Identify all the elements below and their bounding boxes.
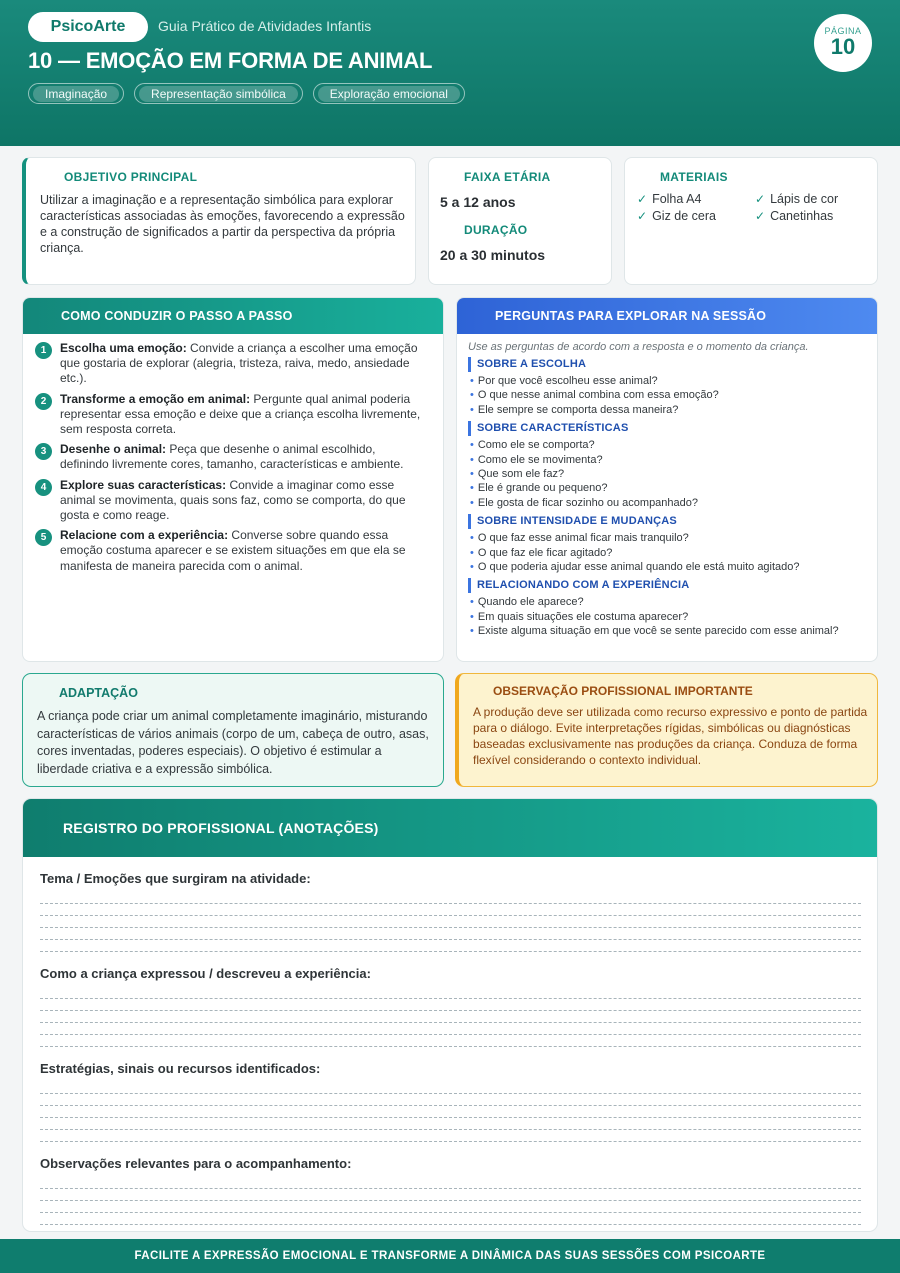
- question-item: [468, 481, 877, 495]
- question-text: O que poderia ajudar esse animal quando ele está muito agitado?: [477, 561, 800, 574]
- page-header: [0, 0, 900, 146]
- step-text: [60, 528, 427, 574]
- page-footer: FACILITE A EXPRESSÃO EMOCIONAL E TRANSFORME A DINÂMICA DAS SUAS SESSÕES COM PSICOARTE: [0, 1239, 900, 1273]
- step-text: [60, 478, 427, 524]
- question-item: [468, 624, 877, 638]
- question-text: Ele gosta de ficar sozinho ou acompanhado?: [477, 496, 699, 509]
- question-group: [457, 421, 877, 510]
- step-heading: Escolha uma emoção:: [60, 341, 187, 355]
- question-group-title: SOBRE A ESCOLHA: [468, 357, 877, 372]
- question-item: [468, 374, 877, 388]
- bullet-icon: •: [470, 468, 474, 481]
- question-group-title: SOBRE INTENSIDADE E MUDANÇAS: [468, 514, 877, 529]
- page-label: PÁGINA: [824, 26, 862, 36]
- step-heading: Relacione com a experiência:: [60, 528, 229, 543]
- step-text: [60, 442, 427, 472]
- register-field[interactable]: [23, 1061, 877, 1142]
- age-duration-card: [428, 157, 612, 285]
- writing-line: [40, 1094, 861, 1106]
- duration-label: DURAÇÃO: [464, 223, 528, 237]
- question-text: Existe alguma situação em que você se sente parecido com esse animal?: [477, 625, 839, 638]
- tag: [28, 83, 124, 104]
- bullet-icon: •: [470, 561, 474, 574]
- bullet-icon: •: [470, 546, 474, 559]
- question-text: O que faz ele ficar agitado?: [477, 546, 613, 559]
- brand-logo: PsicoArte: [28, 12, 148, 42]
- bullet-icon: •: [470, 496, 474, 509]
- material-label: Canetinhas: [770, 209, 834, 223]
- check-icon: ✓: [637, 192, 648, 206]
- question-text: Por que você escolheu esse animal?: [477, 375, 658, 387]
- register-card: [22, 798, 878, 1232]
- writing-line: [40, 1106, 861, 1118]
- question-item: [468, 388, 877, 402]
- question-group: [457, 578, 877, 638]
- age-value: 5 a 12 anos: [440, 194, 516, 210]
- objective-label: OBJETIVO PRINCIPAL: [64, 170, 198, 184]
- question-text: Como ele se comporta?: [477, 439, 595, 452]
- steps-title: COMO CONDUZIR O PASSO A PASSO: [23, 298, 443, 334]
- material-label: Giz de cera: [652, 209, 716, 223]
- register-field[interactable]: [23, 1156, 877, 1232]
- step-description: Peça que desenhe o animal escolhido, definindo livremente cores, tamanho, características e ambiente.: [60, 442, 404, 472]
- writing-line: [40, 987, 861, 999]
- writing-line: [40, 892, 861, 904]
- writing-line: [40, 916, 861, 928]
- writing-line: [40, 1201, 861, 1213]
- page-title: 10 — EMOÇÃO EM FORMA DE ANIMAL: [28, 48, 433, 73]
- question-item: [468, 403, 877, 417]
- page-number: 10: [830, 34, 856, 59]
- adaptation-text: A criança pode criar um animal completamente imaginário, misturando características de vários animais (corpo de um, cabeça de outro, asas, cores inventadas, poderes especiais). O objetivo é estimular a liberdade criativa e a expressão simbólica.: [37, 709, 429, 776]
- bullet-icon: •: [470, 532, 474, 545]
- step-text: [60, 392, 427, 438]
- adaptation-card: [22, 673, 444, 787]
- observation-card: [455, 673, 878, 787]
- tag: [134, 83, 303, 104]
- question-item: [468, 531, 877, 545]
- register-field[interactable]: [23, 871, 877, 952]
- step-description: Convide a imaginar como esse animal se movimenta, quais sons faz, como se comporta, do que gosta e como reage.: [60, 477, 406, 523]
- writing-line: [40, 999, 861, 1011]
- question-text: Como ele se movimenta?: [477, 453, 603, 466]
- step-item: [35, 392, 427, 438]
- materials-list: [637, 192, 867, 223]
- question-item: [468, 595, 877, 609]
- question-text: Quando ele aparece?: [477, 596, 584, 609]
- bullet-icon: •: [470, 439, 474, 452]
- writing-line: [40, 1225, 861, 1232]
- register-field[interactable]: [23, 966, 877, 1047]
- question-group-title: RELACIONANDO COM A EXPERIÊNCIA: [468, 578, 877, 593]
- material-item: [755, 192, 867, 206]
- register-field-label: Como a criança expressou / descreveu a experiência:: [40, 966, 371, 981]
- page-number-badge: [814, 14, 872, 72]
- question-group: [457, 514, 877, 574]
- step-number: 1: [35, 342, 52, 359]
- step-number: 4: [35, 479, 52, 496]
- questions-title: PERGUNTAS PARA EXPLORAR NA SESSÃO: [457, 298, 877, 334]
- writing-line: [40, 1011, 861, 1023]
- register-field-label: Observações relevantes para o acompanhamento:: [40, 1156, 352, 1171]
- check-icon: ✓: [755, 209, 766, 223]
- tag-label: Imaginação: [33, 86, 119, 102]
- step-item: [35, 478, 427, 524]
- question-group: [457, 357, 877, 417]
- question-text: Ele sempre se comporta dessa maneira?: [477, 403, 679, 416]
- check-icon: ✓: [755, 192, 766, 206]
- steps-list: [23, 334, 443, 574]
- writing-line: [40, 1082, 861, 1094]
- question-text: O que nesse animal combina com essa emoção?: [477, 389, 719, 402]
- question-item: [468, 438, 877, 452]
- question-text: Em quais situações ele costuma aparecer?: [477, 610, 689, 623]
- observation-title: OBSERVAÇÃO PROFISSIONAL IMPORTANTE: [493, 684, 753, 698]
- step-number: 2: [35, 393, 52, 410]
- step-heading: Transforme a emoção em animal:: [60, 391, 251, 406]
- bullet-icon: •: [470, 453, 474, 466]
- materials-card: [624, 157, 878, 285]
- register-field-label: Estratégias, sinais ou recursos identificados:: [40, 1061, 321, 1076]
- question-group-title: SOBRE CARACTERÍSTICAS: [468, 421, 877, 436]
- questions-intro: Use as perguntas de acordo com a resposta e o momento da criança.: [468, 341, 809, 353]
- question-item: [468, 467, 877, 481]
- objective-text: Utilizar a imaginação e a representação simbólica para explorar características associadas às emoções, favorecendo a expressão e a construção de significados a partir da perspectiva da própria criança.: [40, 193, 405, 255]
- observation-text: A produção deve ser utilizada como recurso expressivo e ponto de partida para o diálogo. Evite interpretações rígidas, simbólicas ou diagnósticas baseadas exclusivamente nas produções da criança. Conduza de forma flexível considerando o contexto individual.: [473, 705, 868, 767]
- adaptation-title: ADAPTAÇÃO: [59, 686, 138, 700]
- material-label: Folha A4: [652, 192, 702, 206]
- writing-line: [40, 940, 861, 952]
- writing-line: [40, 1189, 861, 1201]
- question-item: [468, 610, 877, 624]
- materials-label: MATERIAIS: [660, 170, 728, 184]
- writing-line: [40, 1177, 861, 1189]
- check-icon: ✓: [637, 209, 648, 223]
- question-item: [468, 560, 877, 574]
- material-item: [637, 209, 755, 223]
- tag-list: [28, 83, 465, 104]
- step-item: [35, 442, 427, 472]
- bullet-icon: •: [470, 403, 474, 416]
- writing-line: [40, 1118, 861, 1130]
- step-description: Convide a criança a escolher uma emoção que gostaria de explorar (alegria, tristeza, raiva, medo, ansiedade etc.).: [60, 341, 418, 386]
- writing-line: [40, 1035, 861, 1047]
- bullet-icon: •: [470, 375, 474, 387]
- step-item: [35, 528, 427, 574]
- writing-line: [40, 928, 861, 940]
- writing-line: [40, 1023, 861, 1035]
- bullet-icon: •: [470, 625, 474, 638]
- material-label: Lápis de cor: [770, 192, 839, 206]
- objective-card: [22, 157, 416, 285]
- tag-label: Representação simbólica: [139, 86, 298, 102]
- writing-line: [40, 904, 861, 916]
- tag-label: Exploração emocional: [318, 86, 460, 102]
- step-description: Converse sobre quando essa emoção costuma aparecer e se existem situações em que ela se manifesta de maneira parecida com o animal.: [60, 528, 406, 573]
- questions-card: [456, 297, 878, 662]
- question-item: [468, 496, 877, 510]
- header-subtitle: Guia Prático de Atividades Infantis: [158, 18, 372, 34]
- step-description: Pergunte qual animal poderia representar essa emoção e deixe que a criança escolha livremente, sem resposta correta.: [60, 391, 421, 437]
- bullet-icon: •: [470, 389, 474, 402]
- duration-value: 20 a 30 minutos: [440, 247, 546, 263]
- question-text: Ele é grande ou pequeno?: [477, 482, 608, 495]
- question-text: O que faz esse animal ficar mais tranquilo?: [477, 532, 689, 545]
- material-item: [755, 209, 867, 223]
- step-item: [35, 341, 427, 387]
- writing-line: [40, 1213, 861, 1225]
- step-number: 5: [35, 529, 52, 546]
- age-label: FAIXA ETÁRIA: [464, 170, 551, 184]
- bullet-icon: •: [470, 610, 474, 623]
- material-item: [637, 192, 755, 206]
- question-item: [468, 546, 877, 560]
- question-text: Que som ele faz?: [477, 468, 565, 481]
- step-heading: Desenhe o animal:: [60, 442, 167, 457]
- register-title: REGISTRO DO PROFISSIONAL (ANOTAÇÕES): [23, 799, 877, 857]
- steps-card: [22, 297, 444, 662]
- register-field-label: Tema / Emoções que surgiram na atividade:: [40, 871, 311, 886]
- step-number: 3: [35, 443, 52, 460]
- tag: [313, 83, 465, 104]
- writing-line: [40, 1130, 861, 1142]
- step-text: [60, 341, 427, 387]
- step-heading: Explore suas características:: [60, 477, 227, 492]
- bullet-icon: •: [470, 482, 474, 495]
- question-item: [468, 453, 877, 467]
- bullet-icon: •: [470, 596, 474, 609]
